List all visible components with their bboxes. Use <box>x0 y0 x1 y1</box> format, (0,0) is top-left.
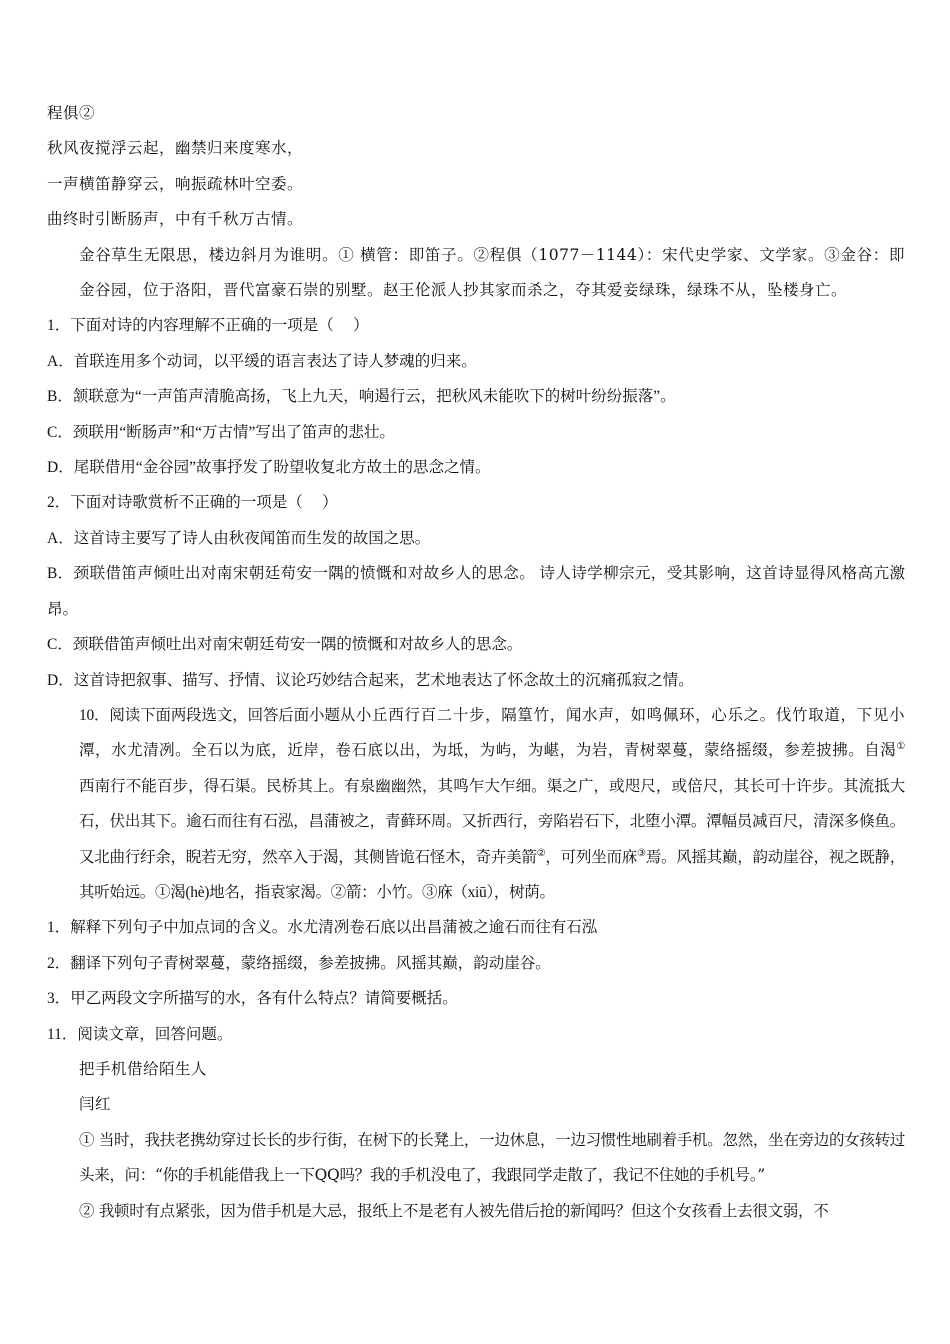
q1-option-c: C．颈联用“断肠声”和“万古情”写出了笛声的悲壮。 <box>47 423 395 441</box>
q10-passage-a: 从小丘西行百二十步，隔篁竹，闻水声，如鸣佩环，心乐之。伐竹取道，下见小潭，水尤清冽。全石以为底，近岸，卷石底以出，为坻，为屿，为嵁，为岩，青树翠蔓，蒙络摇缀，参差披拂。自渴 <box>79 705 905 760</box>
q10-passage-b: 西南行不能百步，得石渠。民桥其上。有泉幽幽然，其鸣乍大乍细。渠之广，或咫尺，或倍尺，其长可十许步。其流抵大石，伏出其下。逾石而往有石泓，昌蒲被之，青藓环周。又折西行，旁陷岩石下，北堕小潭。潭幅员减百尺，清深多倏鱼。又北曲行纡余，睨若无穷，然卒入于渴，其侧皆诡石怪木，奇卉美箭 <box>79 777 905 866</box>
footnote-mark-2: ② <box>536 847 546 859</box>
poem-notes: ① 横管：即笛子。②程俱（1077－1144）：宋代史学家、文学家。③金谷：即金谷园，位于洛阳，晋代富豪石崇的别墅。赵王伦派人抄其家而杀之，夺其爱妾绿珠，绿珠不从，坠楼身亡。 <box>79 245 905 300</box>
q10-subquestion-1: 1．解释下列句子中加点词的含义。水尤清冽卷石底以出昌蒲被之逾石而往有石泓 <box>47 919 598 937</box>
poem-author: 程俱② <box>47 104 96 122</box>
q10-intro: 10．阅读下面两段选文，回答后面小题 <box>79 706 340 724</box>
q1-option-a: A．首联连用多个动词，以平缓的语言表达了诗人梦魂的归来。 <box>47 352 477 370</box>
poem-line-3: 曲终时引断肠声，中有千秋万古情。 <box>47 210 304 229</box>
q10-subquestion-2: 2．翻译下列句子青树翠蔓，蒙络摇缀，参差披拂。风摇其巅，韵动崖谷。 <box>47 954 551 972</box>
q10-passage <box>47 698 905 910</box>
article-paragraph-1: ① 当时，我扶老携幼穿过长长的步行街，在树下的长凳上，一边休息，一边习惯性地刷着手机。忽然，坐在旁边的女孩转过头来，问：“你的手机能借我上一下QQ吗？我的手机没电了，我跟同学走散了，我记不住她的手机号。” <box>79 1130 905 1185</box>
q11-intro: 11．阅读文章，回答问题。 <box>47 1025 233 1043</box>
q10-notes: ①渴(hè)地名，指袁家渴。②箭：小竹。③庥（xiū），树荫。 <box>155 883 555 901</box>
q2-option-b: B．颈联借笛声倾吐出对南宋朝廷苟安一隅的愤慨和对故乡人的思念。 诗人诗学柳宗元，受其影响，这首诗显得风格高亢激昂。 <box>47 565 905 618</box>
poem-last-line-and-notes <box>47 238 905 309</box>
poem-line-1: 秋风夜搅浮云起，幽禁归来度寒水， <box>47 139 304 158</box>
q1-stem: 1．下面对诗的内容理解不正确的一项是（ ） <box>47 317 369 335</box>
q2-option-c: C．颈联借笛声倾吐出对南宋朝廷苟安一隅的愤慨和对故乡人的思念。 <box>47 636 523 654</box>
poem-line-4: 金谷草生无限思，楼边斜月为谁明。 <box>79 245 339 264</box>
document-page <box>47 96 905 1229</box>
q2-stem: 2．下面对诗歌赏析不正确的一项是（ ） <box>47 494 338 512</box>
article-paragraph-2: ② 我顿时有点紧张，因为借手机是大忌，报纸上不是老有人被先借后抢的新闻吗？但这个女孩看上去很文弱，不 <box>79 1201 829 1220</box>
footnote-mark-3: ③ <box>636 847 646 859</box>
footnote-mark-1: ① <box>896 741 905 753</box>
article-author: 闫红 <box>79 1095 112 1114</box>
q10-passage-d: 焉。风摇其巅，韵动崖谷，视之既静，其听始远。 <box>79 848 905 901</box>
q2-option-a: A．这首诗主要写了诗人由秋夜闻笛而生发的故国之思。 <box>47 529 431 547</box>
q10-passage-c: ，可列坐而庥 <box>545 848 637 866</box>
q1-option-d: D．尾联借用“金谷园”故事抒发了盼望收复北方故土的思念之情。 <box>47 459 491 477</box>
q10-subquestion-3: 3．甲乙两段文字所描写的水，各有什么特点？请简要概括。 <box>47 990 458 1008</box>
q1-option-b: B．颔联意为“一声笛声清脆高扬，飞上九天，响遏行云，把秋风未能吹下的树叶纷纷振落”。 <box>47 388 676 406</box>
poem-line-2: 一声横笛静穿云，响振疏林叶空委。 <box>47 174 304 193</box>
q2-option-d: D．这首诗把叙事、描写、抒情、议论巧妙结合起来，艺术地表达了怀念故土的沉痛孤寂之情。 <box>47 671 694 689</box>
article-title: 把手机借给陌生人 <box>79 1059 208 1078</box>
